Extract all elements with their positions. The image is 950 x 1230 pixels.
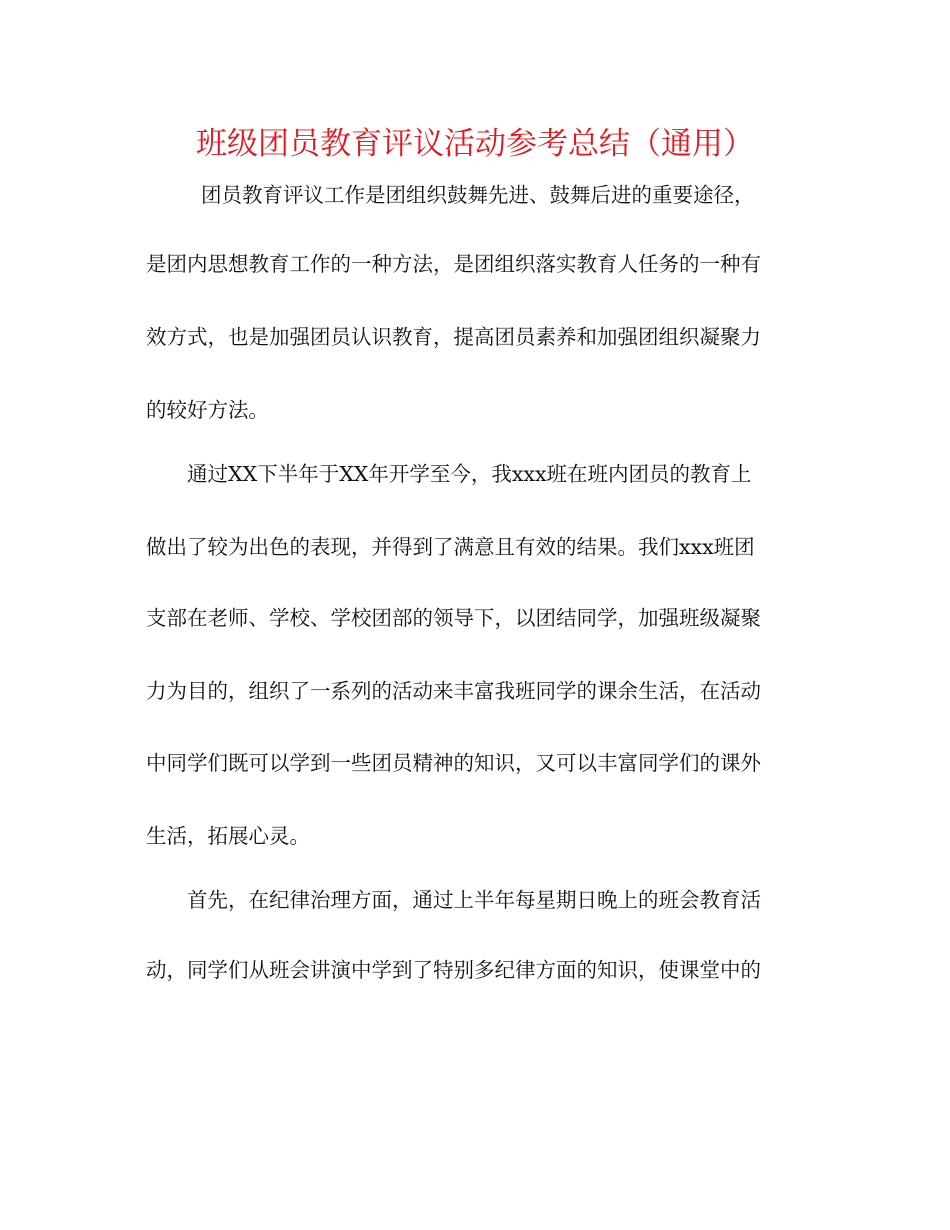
paragraph-line: 效方式，也是加强团员认识教育，提高团员素养和加强团组织凝聚力 [146,325,761,349]
paragraph-line: 动，同学们从班会讲演中学到了特别多纪律方面的知识，使课堂中的 [146,958,761,982]
paragraph-line: 中同学们既可以学到一些团员精神的知识，又可以丰富同学们的课外 [146,751,761,775]
paragraph-line: 通过XX下半年于XX年开学至今，我xxx班在班内团员的教育上 [187,462,752,486]
paragraph-line: 力为目的，组织了一系列的活动来丰富我班同学的课余生活，在活动 [146,679,761,703]
document-title: 班级团员教育评议活动参考总结（通用） [196,126,754,162]
paragraph-line: 做出了较为出色的表现，并得到了满意且有效的结果。我们xxx班团 [146,535,755,559]
paragraph-line: 团员教育评议工作是团组织鼓舞先进、鼓舞后进的重要途径， [201,183,755,207]
paragraph-line: 首先，在纪律治理方面，通过上半年每星期日晚上的班会教育活 [187,888,761,912]
paragraph-line: 的较好方法。 [146,398,269,422]
paragraph-line: 支部在老师、学校、学校团部的领导下，以团结同学，加强班级凝聚 [146,606,761,630]
paragraph-line: 是团内思想教育工作的一种方法，是团组织落实教育人任务的一种有 [146,252,761,276]
paragraph-line: 生活，拓展心灵。 [146,824,310,848]
